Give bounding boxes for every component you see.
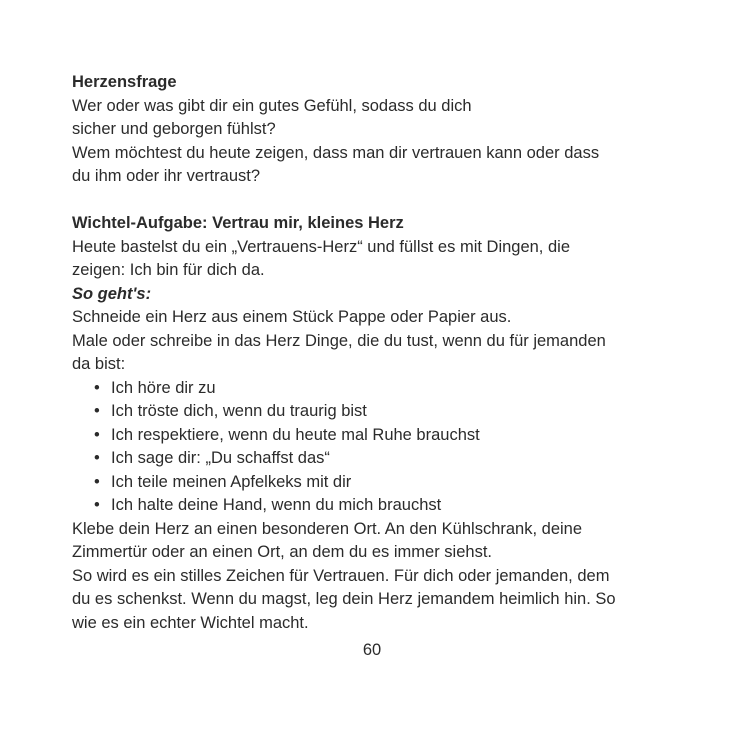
bullet-text: Ich tröste dich, wenn du traurig bist (111, 402, 367, 420)
text-line: Klebe dein Herz an einen besonderen Ort. An den Kühlschrank, deine (72, 519, 583, 538)
text-line: Heute bastelst du ein „Vertrauens-Herz“ und füllst es mit Dingen, die (72, 237, 570, 256)
bullet-icon: • (94, 378, 100, 397)
text-line: Wer oder was gibt dir ein gutes Gefühl, sodass du dich (72, 96, 472, 115)
bullet-icon: • (94, 496, 100, 514)
bullet-text: Ich höre dir zu (111, 378, 216, 397)
text-line: du ihm oder ihr vertraust? (72, 167, 261, 185)
bullet-text: Ich teile meinen Apfelkeks mit dir (111, 472, 352, 491)
bullet-item (72, 377, 672, 401)
heading-line: Wichtel-Aufgabe: Vertrau mir, kleines Herz (72, 214, 404, 232)
text-line: da bist: (72, 355, 126, 373)
bullet-text: Ich respektiere, wenn du heute mal Ruhe brauchst (111, 425, 480, 444)
text-line: wie es ein echter Wichtel macht. (72, 613, 309, 632)
heading-line: Herzensfrage (72, 73, 177, 91)
bullet-text: Ich sage dir: „Du schaffst das“ (111, 449, 330, 467)
text-line: So wird es ein stilles Zeichen für Vertrauen. Für dich oder jemanden, dem (72, 566, 610, 585)
paragraph-spacer (72, 189, 672, 213)
bullet-item (72, 424, 672, 448)
text-line: Wem möchtest du heute zeigen, dass man dir vertrauen kann oder dass (72, 143, 600, 162)
page-number: 60 (362, 641, 382, 659)
document-body (72, 71, 672, 663)
text-line: Male oder schreibe in das Herz Dinge, die du tust, wenn du für jemanden (72, 331, 606, 350)
bullet-icon: • (94, 472, 100, 491)
bullet-item (72, 447, 672, 471)
text-line: Schneide ein Herz aus einem Stück Pappe oder Papier aus. (72, 308, 512, 326)
bullet-icon: • (94, 425, 100, 444)
heading-line: So geht's: (72, 284, 152, 303)
text-line: sicher und geborgen fühlst? (72, 120, 276, 138)
text-line: zeigen: Ich bin für dich da. (72, 261, 265, 279)
text-line: Zimmertür oder an einen Ort, an dem du es immer siehst. (72, 543, 492, 561)
bullet-icon: • (94, 402, 100, 420)
bullet-item (72, 494, 672, 518)
bullet-text: Ich halte deine Hand, wenn du mich brauchst (111, 496, 442, 514)
text-line: du es schenkst. Wenn du magst, leg dein Herz jemandem heimlich hin. So (72, 590, 616, 608)
bullet-icon: • (94, 449, 100, 467)
bullet-item (72, 471, 672, 495)
bullet-item (72, 400, 672, 424)
